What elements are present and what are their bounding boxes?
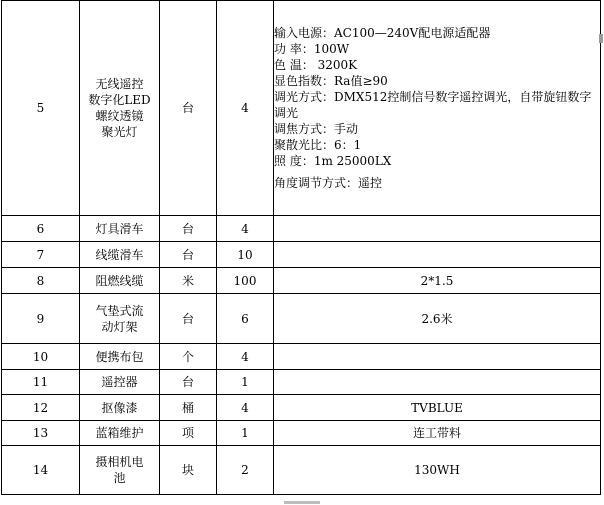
item-spec: 2.6米 xyxy=(274,294,601,344)
item-quantity: 6 xyxy=(217,294,274,344)
item-quantity: 10 xyxy=(217,242,274,268)
item-spec: TVBLUE xyxy=(274,395,601,421)
item-unit: 台 xyxy=(160,294,217,344)
row-number: 8 xyxy=(2,268,80,294)
item-spec: 130WH xyxy=(274,446,601,495)
spec-line-illuminance: 照 度：1m 25000LX xyxy=(274,154,392,168)
item-name-line: 灯具滑车 xyxy=(95,221,144,236)
item-quantity: 4 xyxy=(217,344,274,370)
table-row xyxy=(2,294,601,344)
item-name-line: 聚光灯 xyxy=(101,125,138,139)
item-spec xyxy=(274,242,601,268)
item-name-line: 遥控器 xyxy=(101,375,138,389)
item-name-line: 阻燃线缆 xyxy=(95,273,144,288)
item-name-line: 无线遥控 xyxy=(95,77,144,91)
table-row xyxy=(2,268,601,294)
item-unit: 台 xyxy=(160,216,217,242)
table-row xyxy=(2,242,601,268)
item-quantity: 100 xyxy=(217,268,274,294)
item-name-line: 蓝箱维护 xyxy=(95,426,144,440)
spec-line-beam-ratio: 聚散光比：6：1 xyxy=(274,138,362,152)
item-name xyxy=(80,216,160,242)
table-row xyxy=(2,395,601,421)
item-quantity: 2 xyxy=(217,446,274,495)
item-name-line: 气垫式流 xyxy=(95,303,144,318)
table-row xyxy=(2,344,601,370)
item-name-line: 池 xyxy=(113,471,126,485)
table-row xyxy=(2,421,601,446)
spec-line-angle: 角度调节方式：遥控 xyxy=(274,176,383,190)
item-spec xyxy=(274,1,601,216)
item-quantity: 4 xyxy=(217,1,274,216)
row-number: 6 xyxy=(2,216,80,242)
item-unit: 个 xyxy=(160,344,217,370)
item-quantity: 1 xyxy=(217,370,274,395)
row-number: 9 xyxy=(2,294,80,344)
item-quantity: 1 xyxy=(217,421,274,446)
item-name xyxy=(80,268,160,294)
spec-line-power: 输入电源：AC100—240V配电源适配器 xyxy=(274,26,491,40)
item-name xyxy=(80,370,160,395)
item-name xyxy=(80,446,160,495)
item-spec xyxy=(274,344,601,370)
item-unit: 块 xyxy=(160,446,217,495)
row-number: 11 xyxy=(2,370,80,395)
item-unit: 台 xyxy=(160,370,217,395)
spec-line-wattage: 功 率：100W xyxy=(274,42,350,56)
row-number: 12 xyxy=(2,395,80,421)
item-quantity: 4 xyxy=(217,395,274,421)
item-name-line: 螺纹透镜 xyxy=(95,109,144,123)
spec-line-color-temp: 色 温： 3200K xyxy=(274,58,358,72)
table-row xyxy=(2,370,601,395)
scroll-edge-mark xyxy=(599,34,603,43)
spec-line-dimming: 调光方式：DMX512控制信号数字遥控调光，自带旋钮数字调光 xyxy=(274,90,592,120)
item-name-line: 数字化LED xyxy=(88,93,151,107)
page-bottom-mark xyxy=(284,501,320,504)
item-name xyxy=(80,294,160,344)
spec-line-cri: 显色指数：Ra值≥90 xyxy=(274,74,388,88)
item-spec: 连工带料 xyxy=(274,421,601,446)
item-name-line: 动灯架 xyxy=(101,319,138,334)
item-name xyxy=(80,1,160,216)
item-unit: 米 xyxy=(160,268,217,294)
item-spec xyxy=(274,370,601,395)
item-name-line: 抠像漆 xyxy=(101,400,138,415)
item-unit: 项 xyxy=(160,421,217,446)
item-unit: 台 xyxy=(160,242,217,268)
item-spec: 2*1.5 xyxy=(274,268,601,294)
item-name-line: 摄相机电 xyxy=(95,455,144,469)
equipment-spec-table xyxy=(1,0,601,495)
row-number: 14 xyxy=(2,446,80,495)
item-unit: 桶 xyxy=(160,395,217,421)
item-name xyxy=(80,242,160,268)
spec-line-focus: 调焦方式：手动 xyxy=(274,122,359,136)
item-name-line: 便携布包 xyxy=(95,349,144,364)
item-name xyxy=(80,421,160,446)
item-unit: 台 xyxy=(160,1,217,216)
item-quantity: 4 xyxy=(217,216,274,242)
item-spec xyxy=(274,216,601,242)
row-number: 7 xyxy=(2,242,80,268)
row-number: 5 xyxy=(2,1,80,216)
table-row xyxy=(2,1,601,216)
item-name xyxy=(80,395,160,421)
row-number: 10 xyxy=(2,344,80,370)
item-name xyxy=(80,344,160,370)
row-number: 13 xyxy=(2,421,80,446)
item-name-line: 线缆滑车 xyxy=(95,247,144,262)
table-row xyxy=(2,216,601,242)
table-row xyxy=(2,446,601,495)
